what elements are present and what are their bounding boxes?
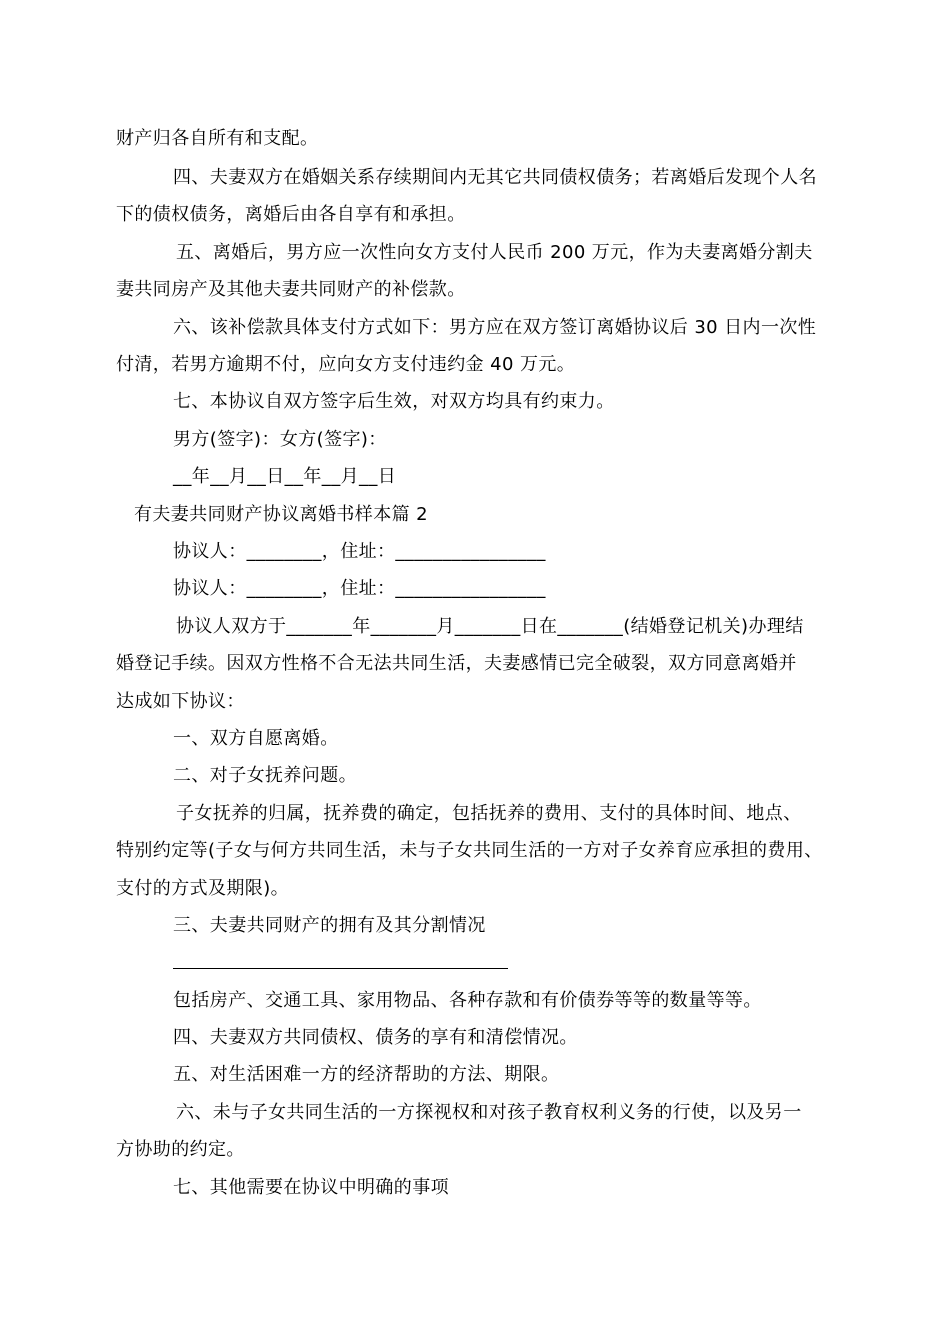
text-line: 七、其他需要在协议中明确的事项 — [173, 1177, 449, 1198]
blank-rule — [173, 968, 508, 969]
text-line: 下的债权债务，离婚后由各自享有和承担。 — [116, 204, 466, 225]
section-title: 有夫妻共同财产协议离婚书样本篇 2 — [134, 504, 428, 525]
text-line: 包括房产、交通工具、家用物品、各种存款和有价债券等等的数量等等。 — [173, 990, 762, 1011]
text-line: 婚登记手续。因双方性格不合无法共同生活，夫妻感情已完全破裂，双方同意离婚并 — [116, 653, 797, 674]
text-line: 一、双方自愿离婚。 — [173, 728, 339, 749]
text-line: 妻共同房产及其他夫妻共同财产的补偿款。 — [116, 279, 466, 300]
text-line: 协议人双方于_______年_______月_______日在_______(结婚登记机关)办理结 — [176, 616, 804, 637]
text-line: 七、本协议自双方签字后生效，对双方均具有约束力。 — [173, 391, 615, 412]
text-line: 五、离婚后，男方应一次性向女方支付人民币 200 万元，作为夫妻离婚分割夫 — [176, 242, 813, 263]
text-line: 六、未与子女共同生活的一方探视权和对孩子教育权利义务的行使，以及另一 — [176, 1102, 802, 1123]
text-line: 二、对子女抚养问题。 — [173, 765, 357, 786]
text-line: 四、夫妻双方共同债权、债务的享有和清偿情况。 — [173, 1027, 578, 1048]
text-line: 子女抚养的归属，抚养费的确定，包括抚养的费用、支付的具体时间、地点、 — [176, 803, 802, 824]
date-line: __年__月__日__年__月__日 — [173, 466, 397, 487]
text-line: 五、对生活困难一方的经济帮助的方法、期限。 — [173, 1064, 560, 1085]
text-line: 付清，若男方逾期不付，应向女方支付违约金 40 万元。 — [116, 354, 576, 375]
text-line: 六、该补偿款具体支付方式如下：男方应在双方签订离婚协议后 30 日内一次性 — [173, 317, 817, 338]
party-line: 协议人：________，住址：________________ — [173, 541, 546, 562]
text-line: 财产归各自所有和支配。 — [116, 128, 319, 149]
text-line: 特别约定等(子女与何方共同生活，未与子女共同生活的一方对子女养育应承担的费用、 — [116, 840, 823, 861]
text-line: 支付的方式及期限)。 — [116, 878, 290, 899]
text-line: 三、夫妻共同财产的拥有及其分割情况 — [173, 915, 486, 936]
party-line: 协议人：________，住址：________________ — [173, 578, 546, 599]
signature-line: 男方(签字)：女方(签字)： — [173, 429, 387, 450]
text-line: 四、夫妻双方在婚姻关系存续期间内无其它共同债权债务；若离婚后发现个人名 — [173, 167, 817, 188]
text-line: 方协助的约定。 — [116, 1139, 245, 1160]
text-line: 达成如下协议： — [116, 691, 245, 712]
